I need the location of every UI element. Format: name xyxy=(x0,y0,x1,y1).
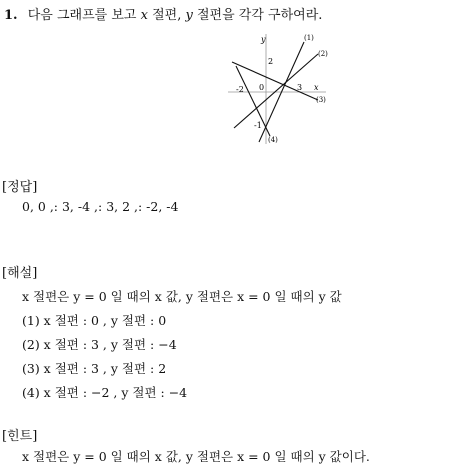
origin-label: 0 xyxy=(259,83,265,92)
answer-text: 0, 0 ,: 3, -4 ,: 3, 2 ,: -2, -4 xyxy=(22,199,179,214)
line-label-4: (4) xyxy=(268,136,278,144)
question-x-var: x xyxy=(140,8,148,23)
question-text-mid1: 절편, xyxy=(152,8,182,23)
line-label-1: (1) xyxy=(304,34,314,42)
line-label-2: (2) xyxy=(318,50,328,58)
hint-text: x 절편은 y = 0 일 때의 x 값, y 절편은 x = 0 일 때의 y 값이다. xyxy=(22,449,370,464)
axis-y-label: y xyxy=(261,35,266,44)
tick-label-xneg2: -2 xyxy=(236,85,244,94)
tick-label-x3: 3 xyxy=(297,83,303,92)
line-2 xyxy=(234,54,318,128)
tick-label-y2: 2 xyxy=(268,57,274,66)
explanation-line-2: (2) x 절편 : 3 , y 절편 : −4 xyxy=(22,337,177,352)
question-y-var: y xyxy=(185,8,193,23)
explanation-line-3: (3) x 절편 : 3 , y 절편 : 2 xyxy=(22,361,167,376)
tick-label-yneg1: -1 xyxy=(254,121,262,130)
graph-figure xyxy=(222,30,334,148)
explanation-header: [해설] xyxy=(2,266,38,281)
hint-header: [힌트] xyxy=(2,429,38,444)
explanation-line-1: (1) x 절편 : 0 , y 절편 : 0 xyxy=(22,313,167,328)
question-text-pre: 다음 그래프를 보고 xyxy=(27,8,137,23)
explanation-line-4: (4) x 절편 : −2 , y 절편 : −4 xyxy=(22,385,188,400)
line-label-3: (3) xyxy=(316,96,326,104)
answer-header: [정답] xyxy=(2,180,38,195)
question-text-mid2: 절편을 각각 구하여라. xyxy=(196,8,323,23)
explanation-line-0: x 절편은 y = 0 일 때의 x 값, y 절편은 x = 0 일 때의 y 값 xyxy=(22,289,342,304)
question xyxy=(4,4,322,23)
question-number: 1. xyxy=(4,8,18,23)
axis-x-label: x xyxy=(314,83,319,92)
line-3 xyxy=(232,62,318,100)
